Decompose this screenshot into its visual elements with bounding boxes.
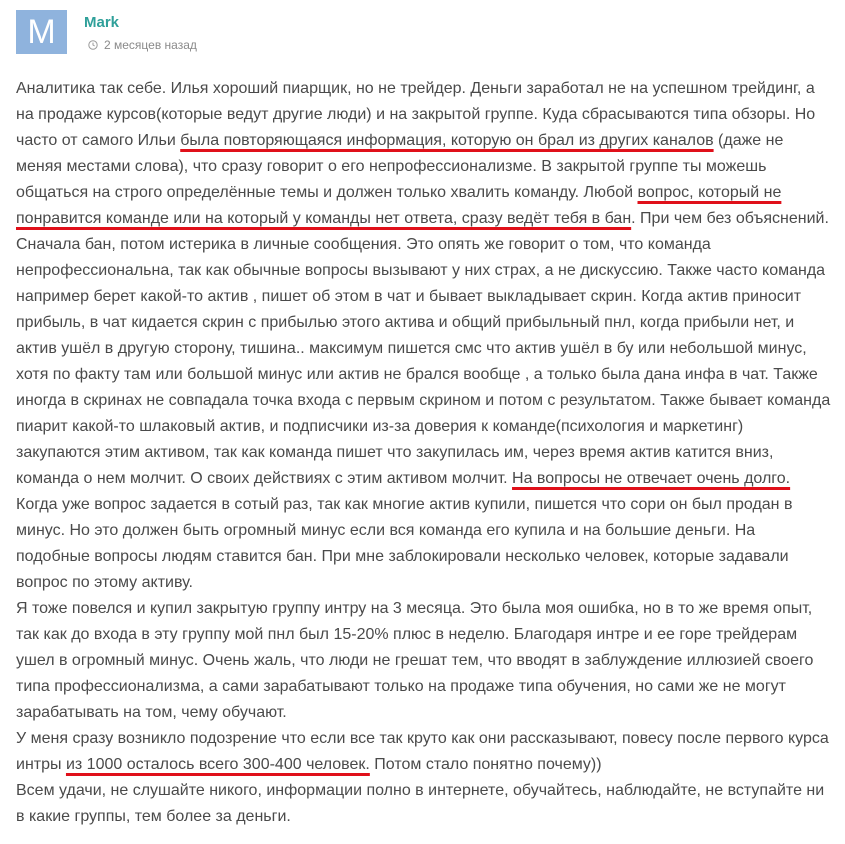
highlighted-text: была повторяющаяся информация, которую он брал из других каналов [180,132,714,149]
comment-paragraph: Я тоже повелся и купил закрытую группу интру на 3 месяца. Это была моя ошибка, но в то же время опыт, так как до входа в эту группу мой пнл был 15-20% плюс в неделю. Благодаря интре и ее горе трейдерам ушел в огромный минус. Очень жаль, что люди не грешат тем, что вводят в заблуждение иллюзией своего типа профессионализма, а сами зарабатывают только на продаже типа обучения, но сами же не могут зарабатывать на том, чему обучают. [16,600,814,721]
avatar[interactable]: M [16,10,67,54]
clock-icon [88,39,98,49]
text-segment: Аналитика так себе. Илья хороший пиарщик, но не трейдер. Деньги заработал не на успешном трейдинг, а на продаже курсов(которые ведут другие люди) и на закрытой группе. Куда сбрасываются типа обзоры. Но часто от самого Ильи [16,80,816,149]
comment-paragraph [16,76,832,596]
comment-header [16,10,616,58]
comment-paragraph [16,726,832,778]
comment-meta [88,38,197,52]
highlighted-text: вопрос, который не понравится команде или на который у команды нет ответа, сразу ведёт тебя в бан [16,184,782,227]
text-segment: (даже не меняя местами слова), что сразу говорит о его непрофессионализме. В закрытой группе ты можешь общаться на строго определённые темы и должен только хвалить команду. Любой [16,132,784,201]
text-segment: У меня сразу возникло подозрение что если все так круто как они рассказывают, повесу после первого курса интры [16,730,829,773]
comment-timestamp[interactable]: 2 месяцев назад [104,38,197,52]
highlighted-text: из 1000 осталось всего 300-400 человек. [65,756,370,773]
author-name[interactable]: Mark [84,14,120,31]
text-segment: . При чем без объяснений. Сначала бан, потом истерика в личные сообщения. Это опять же говорит о том, что команда непрофессиональна, так как обычные вопросы вызывают у них страх, а не дискуссию. Также часто команда например берет какой-то актив , пишет об этом в чат и бывает выкладывает скрин. Когда актив приносит прибыль, в чат кидается скрин с прибылью этого актива и общий прибыльный пнл, когда прибыли нет, и актив ушёл в другую сторону, тишина.. максимум пишется смс что актив ушёл в бу или небольшой минус, хотя по факту там или большой минус или актив не брался вообще , а только была дана инфа в чат. Также иногда в скринах не совпадала точка входа с первым скрином и потом с результатом. Также бывает команда пиарит какой-то шлаковый актив, и подписчики из-за доверия к команде(психология и маркетинг) закупаются этим активом, так как команда пишет что закупилась им, через время актив катится вниз, команда о нем молчит. О своих действиях с этим активом молчит. [16,210,831,487]
text-segment: Когда уже вопрос задается в сотый раз, так как многие актив купили, пишется что сори он был продан в минус. Но это должен быть огромный минус если вся команда его купила и на большие деньги. На подобные вопросы людям ставится бан. При мне заблокировали несколько человек, которые задавали вопрос по этому активу. [16,496,793,591]
comment-body [16,76,832,830]
highlighted-text: На вопросы не отвечает очень долго. [512,470,791,487]
comment-paragraph: Всем удачи, не слушайте никого, информации полно в интернете, обучайтесь, наблюдайте, не вступайте ни в какие группы, тем более за деньги. [16,782,825,825]
text-segment: Потом стало понятно почему)) [369,756,602,773]
